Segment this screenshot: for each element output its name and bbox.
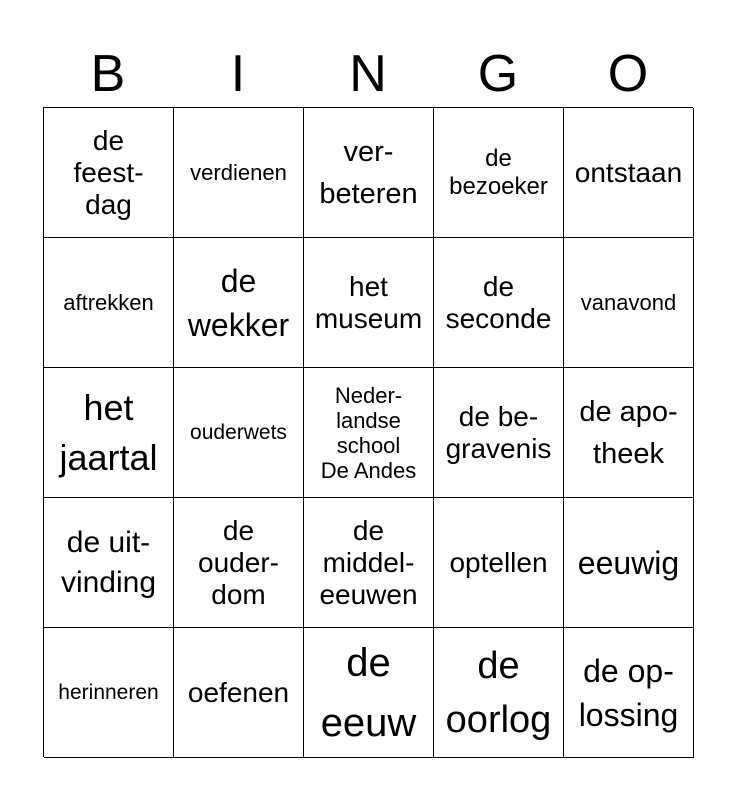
- bingo-cell[interactable]: verdienen: [174, 108, 304, 238]
- bingo-cell[interactable]: de op- lossing: [564, 628, 694, 758]
- bingo-cell[interactable]: aftrekken: [44, 238, 174, 368]
- bingo-cell[interactable]: oefenen: [174, 628, 304, 758]
- bingo-cell[interactable]: de be- gravenis: [434, 368, 564, 498]
- bingo-cell[interactable]: de middel- eeuwen: [304, 498, 434, 628]
- bingo-card-grid: [43, 107, 693, 757]
- header-letter-o: O: [607, 45, 649, 103]
- bingo-cell[interactable]: ver- beteren: [304, 108, 434, 238]
- bingo-cell[interactable]: de seconde: [434, 238, 564, 368]
- bingo-cell[interactable]: de apo- theek: [564, 368, 694, 498]
- bingo-cell[interactable]: ouderwets: [174, 368, 304, 498]
- bingo-cell[interactable]: herinneren: [44, 628, 174, 758]
- bingo-cell[interactable]: de uit- vinding: [44, 498, 174, 628]
- bingo-cell[interactable]: eeuwig: [564, 498, 694, 628]
- bingo-cell[interactable]: de feest- dag: [44, 108, 174, 238]
- header-letter-g: G: [477, 45, 519, 103]
- bingo-cell[interactable]: de wekker: [174, 238, 304, 368]
- bingo-cell[interactable]: ontstaan: [564, 108, 694, 238]
- bingo-cell[interactable]: de bezoeker: [434, 108, 564, 238]
- bingo-cell[interactable]: het jaartal: [44, 368, 174, 498]
- header-letter-i: I: [230, 45, 246, 103]
- bingo-cell[interactable]: optellen: [434, 498, 564, 628]
- bingo-cell[interactable]: de oorlog: [434, 628, 564, 758]
- bingo-header: [43, 40, 693, 108]
- bingo-cell[interactable]: Neder- landse school De Andes: [304, 368, 434, 498]
- header-letter-b: B: [90, 45, 126, 103]
- bingo-cell[interactable]: het museum: [304, 238, 434, 368]
- bingo-cell[interactable]: de eeuw: [304, 628, 434, 758]
- header-letter-n: N: [349, 45, 387, 103]
- bingo-cell[interactable]: vanavond: [564, 238, 694, 368]
- bingo-cell[interactable]: de ouder- dom: [174, 498, 304, 628]
